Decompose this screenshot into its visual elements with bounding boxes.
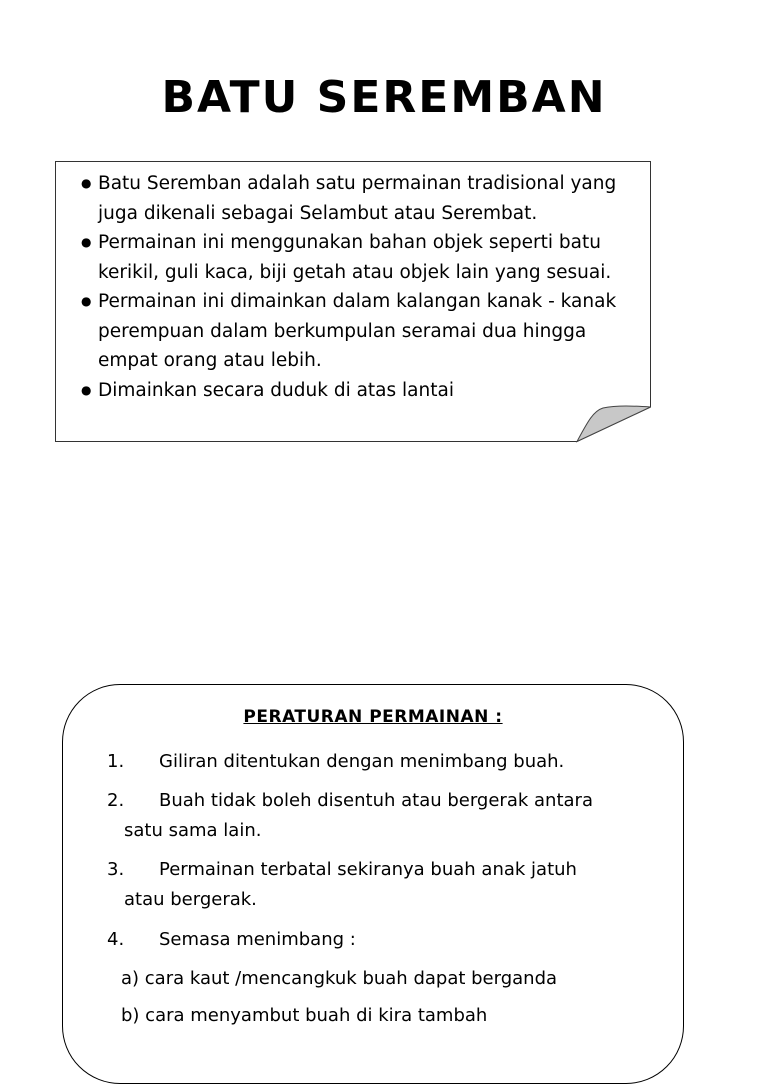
intro-item-line: Batu Seremban adalah satu permainan tradisional yang: [98, 173, 617, 194]
intro-item: [81, 376, 651, 406]
bullet-dot-icon: ●: [81, 294, 92, 308]
rule-continuation: satu sama lain.: [124, 820, 262, 841]
rule-item: [107, 786, 667, 846]
intro-note-card: [55, 161, 651, 441]
rule-text: Permainan terbatal sekiranya buah anak jatuh: [159, 859, 577, 880]
rule-number: 1.: [107, 751, 125, 772]
rule-item: [107, 747, 667, 777]
bullet-dot-icon: ●: [81, 382, 92, 397]
intro-item: [81, 228, 651, 287]
rule-continuation: atau bergerak.: [124, 889, 257, 910]
intro-item: [81, 169, 651, 228]
intro-item-line: Permainan ini menggunakan bahan objek seperti batu: [98, 232, 601, 253]
rule-item: [107, 925, 667, 955]
rule-number: 4.: [107, 929, 125, 950]
intro-item-line: Permainan ini dimainkan dalam kalangan kanak - kanak: [98, 291, 617, 312]
intro-item-line: Dimainkan secara duduk di atas lantai: [98, 379, 454, 401]
bullet-dot-icon: ●: [81, 176, 92, 190]
intro-item: [81, 287, 651, 376]
intro-item-line: empat orang atau lebih.: [98, 350, 322, 371]
rule-number: 3.: [107, 859, 125, 880]
rules-card: [62, 684, 684, 1084]
rules-heading: PERATURAN PERMAINAN :: [243, 707, 503, 727]
intro-list: [81, 169, 651, 405]
rule-number: 2.: [107, 790, 125, 811]
intro-item-line: perempuan dalam berkumpulan seramai dua hingga: [98, 320, 587, 342]
bullet-dot-icon: ●: [81, 235, 92, 249]
rule-sub-item: a) cara kaut /mencangkuk buah dapat berganda: [121, 968, 558, 989]
intro-item-line: kerikil, guli kaca, biji getah atau objek lain yang sesuai.: [98, 261, 612, 283]
intro-item-line: juga dikenali sebagai Selambut atau Serembat.: [98, 202, 538, 224]
rule-text: Buah tidak boleh disentuh atau bergerak antara: [159, 790, 593, 811]
rule-text: Semasa menimbang :: [159, 929, 356, 950]
rule-text: Giliran ditentukan dengan menimbang buah.: [159, 751, 565, 772]
rule-sub-item: b) cara menyambut buah di kira tambah: [121, 1005, 488, 1026]
page-title: BATU SEREMBAN: [161, 72, 607, 123]
rule-item: [107, 855, 667, 915]
